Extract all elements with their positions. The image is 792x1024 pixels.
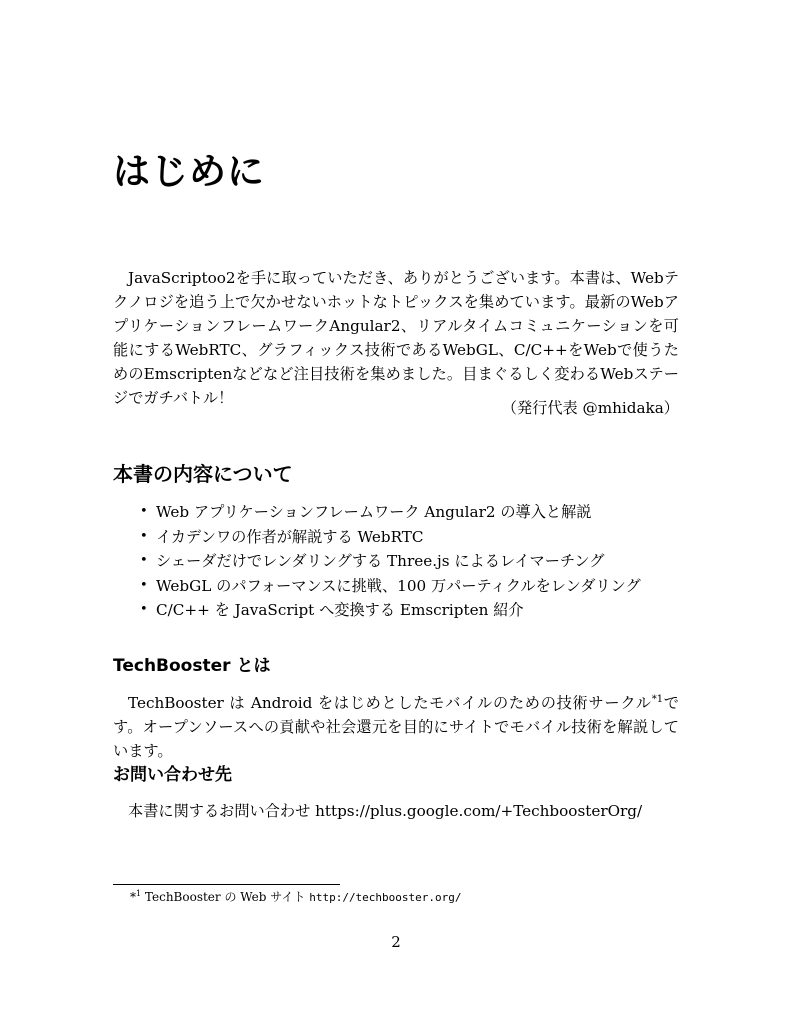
footnote-mark-star: *: [130, 890, 136, 904]
list-item: [113, 525, 679, 550]
techbooster-paragraph-end: です。オープンソースへの貢献や社会還元を目的にサイトでモバイル技術を解説しています。: [113, 694, 679, 760]
contact-section-title: お問い合わせ先: [113, 765, 232, 785]
contents-section-title: 本書の内容について: [113, 462, 293, 486]
list-item-text: WebGL のパフォーマンスに挑戦、100 万パーティクルをレンダリング: [156, 576, 641, 595]
footnote-url[interactable]: http://techbooster.org/: [309, 891, 462, 904]
footnote-reference[interactable]: *1: [651, 693, 664, 705]
list-item: [113, 574, 679, 599]
footnote-text: TechBooster の Web サイト: [144, 890, 306, 904]
intro-paragraph: JavaScriptoo2を手に取っていただき、ありがとうございます。本書は、Webテクノロジを追う上で欠かせないホットなトピックスを集めています。最新のWebアプリケーションフレームワークAngular2、リアルタイムコミュニケーションを可能にするWebRTC、グラフィックス技術であるWebGL、C/C++をWebで使うためのEmscriptenなどなど注目技術を集めました。目まぐるしく変わるWebステージでガチバトル！: [113, 269, 679, 407]
footnote-mark-number: 1: [136, 889, 142, 898]
list-item: [113, 598, 679, 623]
intro-signature: （発行代表 @mhidaka）: [501, 399, 679, 417]
list-item-text: Web アプリケーションフレームワーク Angular2 の導入と解説: [156, 503, 592, 521]
list-item-text: C/C++ を JavaScript へ変換する Emscripten 紹介: [156, 601, 524, 619]
list-item: [113, 500, 679, 525]
chapter-title: はじめに: [113, 150, 265, 193]
list-item-text: シェーダだけでレンダリングする Three.js によるレイマーチング: [156, 552, 605, 570]
bullet-icon: •: [140, 602, 148, 617]
bullet-icon: •: [140, 577, 148, 593]
list-item: [113, 549, 679, 574]
techbooster-section-title: TechBooster とは: [113, 656, 271, 676]
contents-list: [113, 500, 679, 623]
footnote-mark: [130, 890, 141, 904]
techbooster-paragraph-start: TechBooster は Android をはじめとしたモバイルのための技術サークル: [128, 694, 652, 712]
bullet-icon: •: [140, 504, 148, 519]
list-item-text: イカデンワの作者が解説する WebRTC: [156, 527, 424, 546]
contact-text: 本書に関するお問い合わせ https://plus.google.com/+TechboosterOrg/: [128, 802, 643, 820]
footnote-divider: [113, 884, 340, 885]
bullet-icon: •: [140, 528, 148, 544]
footnote: [130, 888, 462, 907]
bullet-icon: •: [140, 553, 148, 568]
page-number: 2: [391, 933, 401, 951]
techbooster-paragraph: [113, 691, 679, 763]
